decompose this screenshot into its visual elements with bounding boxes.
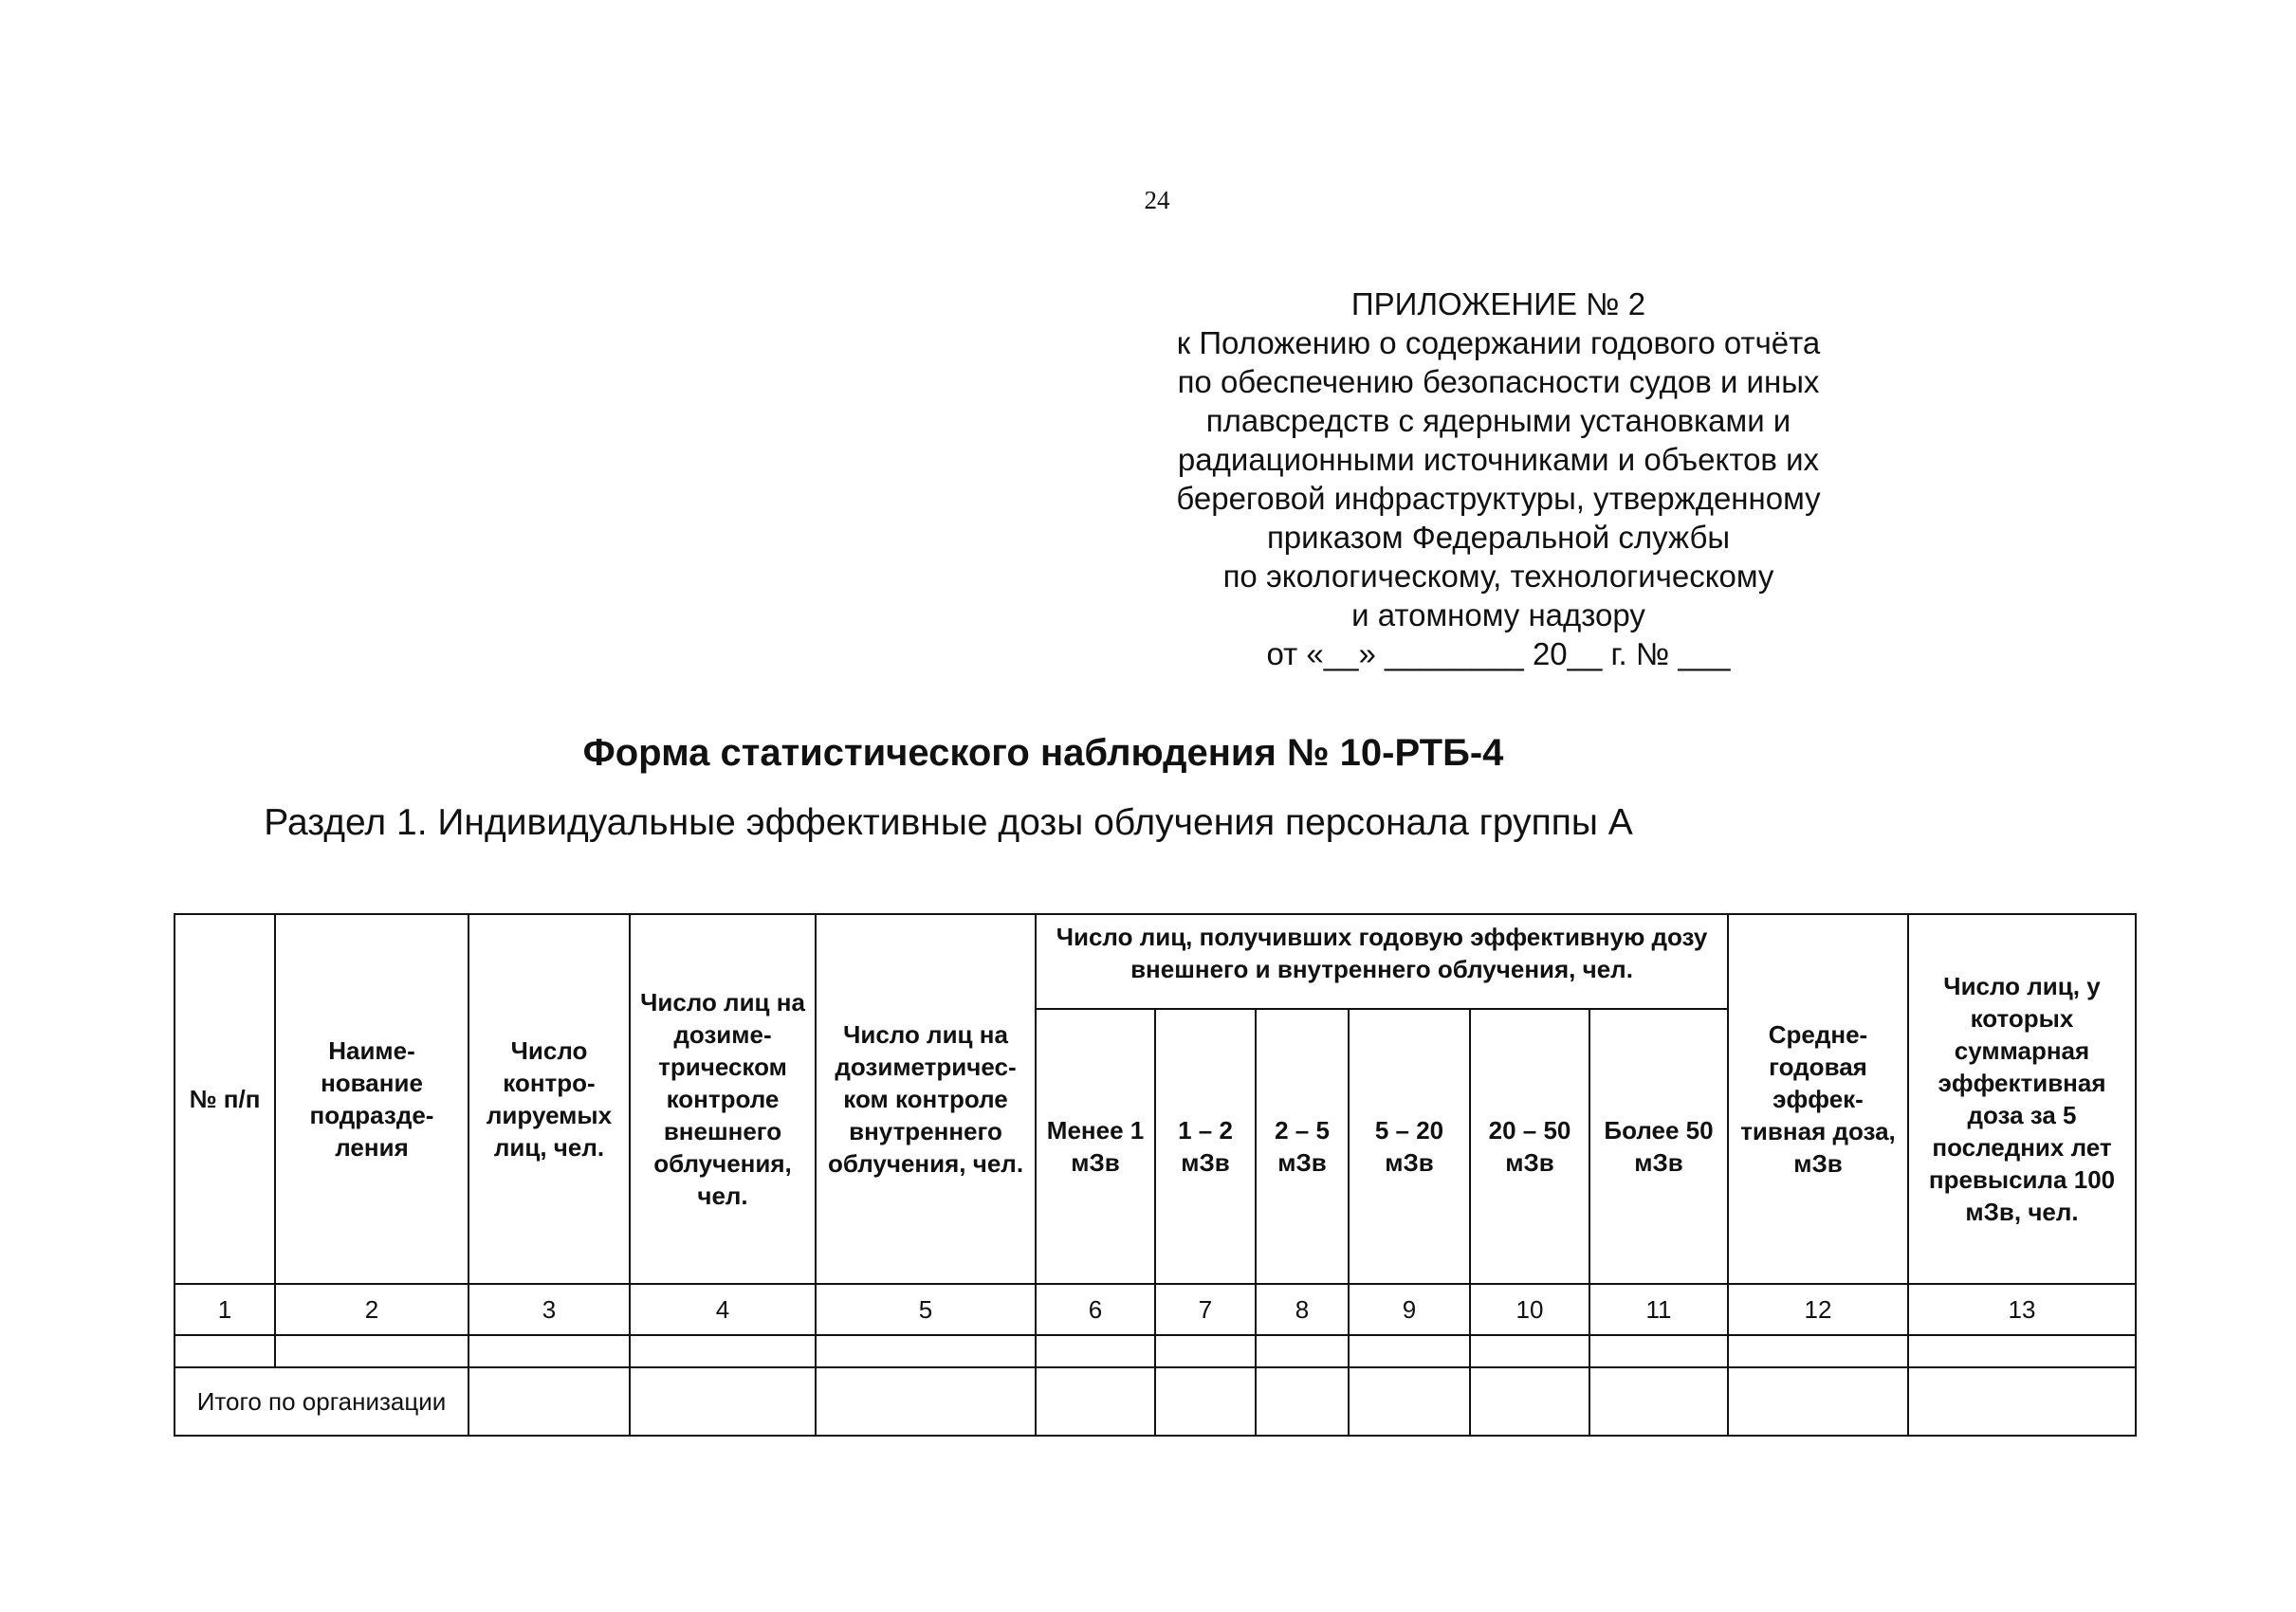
appendix-line: береговой инфраструктуры, утвержденному	[1176, 481, 1821, 516]
total-cell[interactable]	[1256, 1367, 1349, 1436]
data-cell[interactable]	[1908, 1335, 2136, 1367]
column-number: 5	[816, 1284, 1036, 1335]
data-cell[interactable]	[275, 1335, 468, 1367]
total-cell[interactable]	[1908, 1367, 2136, 1436]
appendix-block	[1119, 284, 1878, 673]
data-cell[interactable]	[1256, 1335, 1349, 1367]
appendix-line: от «__» ________ 20__ г. № ___	[1266, 636, 1731, 671]
header-external-control: Число лиц на дозиме-трическом контроле внешнего облучения, чел.	[630, 914, 816, 1284]
header-over-100: Число лиц, у которых суммарная эффективная доза за 5 последних лет превысила 100 мЗв, чел.	[1908, 914, 2136, 1284]
data-cell[interactable]	[1155, 1335, 1256, 1367]
header-5-20: 5 – 20 мЗв	[1349, 1009, 1470, 1284]
total-cell[interactable]	[1728, 1367, 1908, 1436]
column-number: 9	[1349, 1284, 1470, 1335]
column-number: 7	[1155, 1284, 1256, 1335]
data-cell[interactable]	[1589, 1335, 1728, 1367]
header-subdivision-name: Наиме-нование подразде-ления	[275, 914, 468, 1284]
total-cell[interactable]	[1589, 1367, 1728, 1436]
header-1-2: 1 – 2 мЗв	[1155, 1009, 1256, 1284]
data-cell[interactable]	[1036, 1335, 1155, 1367]
column-number: 6	[1036, 1284, 1155, 1335]
column-number: 4	[630, 1284, 816, 1335]
total-cell[interactable]	[630, 1367, 816, 1436]
section-title: Раздел 1. Индивидуальные эффективные дозы облучения персонала группы А	[264, 802, 1633, 843]
column-number: 10	[1470, 1284, 1589, 1335]
column-number: 2	[275, 1284, 468, 1335]
header-20-50: 20 – 50 мЗв	[1470, 1009, 1589, 1284]
header-dose-group: Число лиц, получивших годовую эффективную дозу внешнего и внутреннего облучения, чел.	[1036, 914, 1728, 1009]
appendix-line: радиационными источниками и объектов их	[1177, 442, 1820, 477]
table-row	[174, 1335, 2136, 1367]
header-2-5: 2 – 5 мЗв	[1256, 1009, 1349, 1284]
data-cell[interactable]	[1349, 1335, 1470, 1367]
total-row	[174, 1367, 2136, 1436]
data-cell[interactable]	[630, 1335, 816, 1367]
total-label: Итого по организации	[174, 1367, 468, 1436]
data-cell[interactable]	[1728, 1335, 1908, 1367]
statistics-table	[174, 913, 2137, 1437]
appendix-line: по экологическому, технологическому	[1222, 559, 1774, 594]
column-number: 1	[174, 1284, 275, 1335]
header-controlled-persons: Число контро-лируемых лиц, чел.	[468, 914, 630, 1284]
total-cell[interactable]	[816, 1367, 1036, 1436]
page-number: 24	[1144, 186, 1170, 214]
header-more-50: Более 50 мЗв	[1589, 1009, 1728, 1284]
column-number: 8	[1256, 1284, 1349, 1335]
header-less-1: Менее 1 мЗв	[1036, 1009, 1155, 1284]
total-cell[interactable]	[1155, 1367, 1256, 1436]
header-internal-control: Число лиц на дозиметричес-ком контроле внутреннего облучения, чел.	[816, 914, 1036, 1284]
header-number: № п/п	[174, 914, 275, 1284]
data-cell[interactable]	[816, 1335, 1036, 1367]
column-number: 11	[1589, 1284, 1728, 1335]
total-cell[interactable]	[468, 1367, 630, 1436]
appendix-line: приказом Федеральной службы	[1266, 520, 1731, 555]
data-cell[interactable]	[1470, 1335, 1589, 1367]
header-average-dose: Средне-годовая эффек-тивная доза, мЗв	[1728, 914, 1908, 1284]
data-cell[interactable]	[174, 1335, 275, 1367]
column-number: 3	[468, 1284, 630, 1335]
appendix-line: ПРИЛОЖЕНИЕ № 2	[1350, 286, 1646, 321]
total-cell[interactable]	[1036, 1367, 1155, 1436]
appendix-line: к Положению о содержании годового отчёта	[1176, 325, 1821, 360]
appendix-line: по обеспечению безопасности судов и иных	[1177, 364, 1820, 399]
total-cell[interactable]	[1470, 1367, 1589, 1436]
column-number: 12	[1728, 1284, 1908, 1335]
column-number: 13	[1908, 1284, 2136, 1335]
appendix-line: и атомному надзору	[1351, 597, 1645, 632]
appendix-line: плавсредств с ядерными установками и	[1205, 403, 1791, 438]
total-cell[interactable]	[1349, 1367, 1470, 1436]
form-title: Форма статистического наблюдения № 10-РТБ-4	[582, 732, 1504, 774]
data-cell[interactable]	[468, 1335, 630, 1367]
